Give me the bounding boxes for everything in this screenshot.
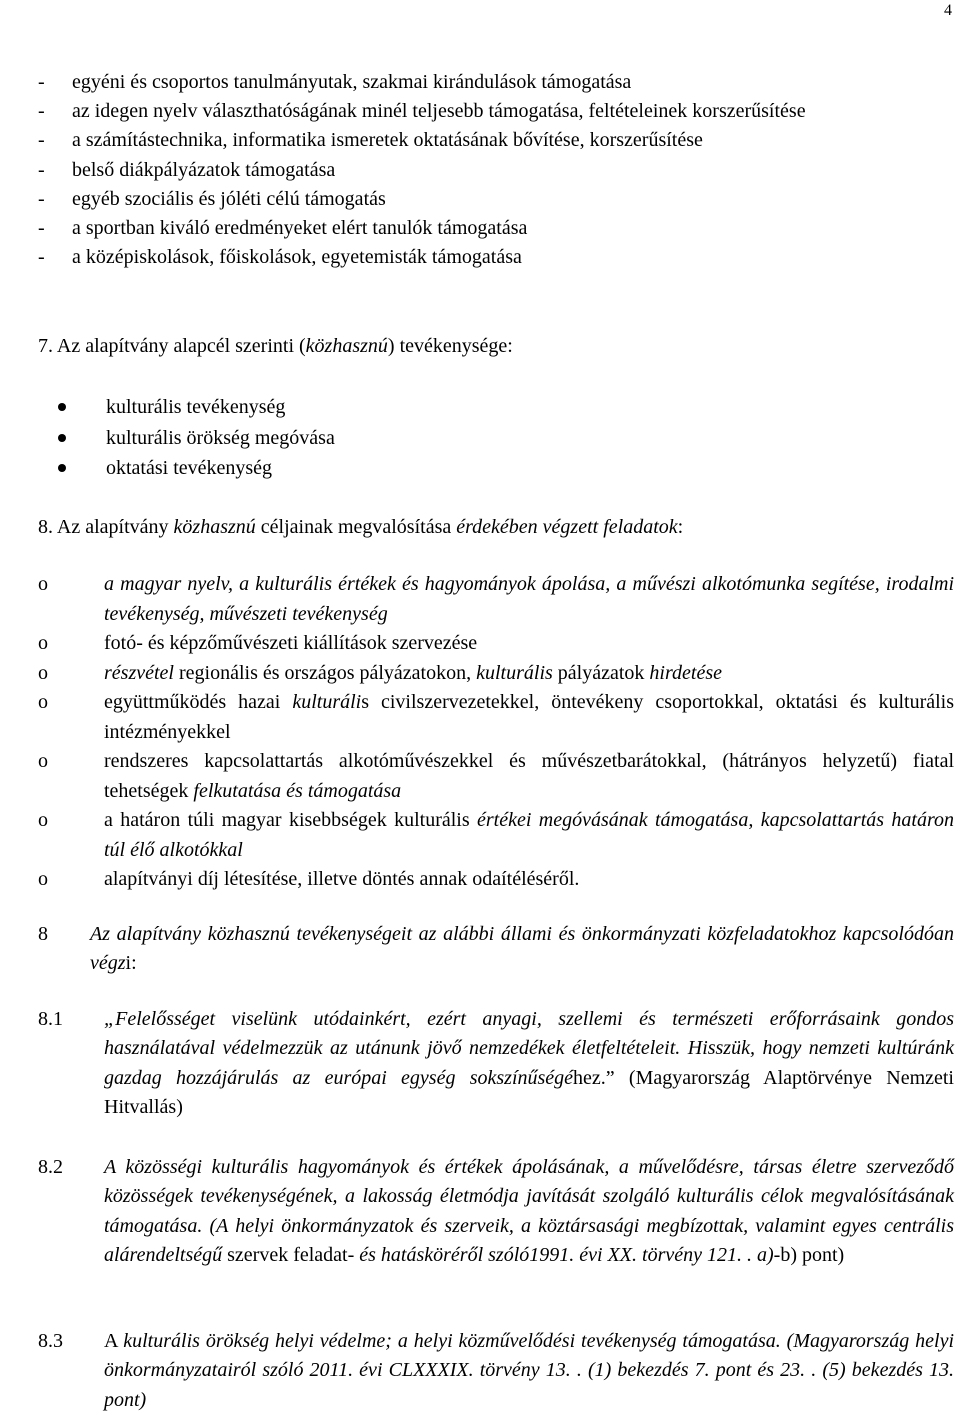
list-item-text: az idegen nyelv választhatóságának minél teljesebb támogatása, feltételeinek korszerűsítése [72, 100, 806, 123]
page-number: 4 [944, 2, 952, 19]
circle-marker-icon: o [38, 661, 48, 684]
list-item [58, 453, 335, 484]
item4-part-1: együttműködés hazai [104, 691, 293, 713]
subsection-8-2 [38, 1153, 954, 1270]
circle-marker-icon: o [38, 573, 48, 595]
bullet-list [58, 392, 335, 484]
item5-part-1: rendszeres kapcsolattartás alkotóművészekkel és művészetbarátokkal, (hátrányos helyzetű) fiatal tehetségek [104, 750, 954, 802]
paragraph-8 [38, 920, 954, 978]
list-item [58, 423, 335, 454]
list-item [38, 214, 954, 243]
item3-part-1: regionális és országos pályázatokon, [173, 661, 477, 684]
subsection-8-3-italic: kulturális örökség helyi védelme; a helyi közművelődési tevékenység támogatása. (Magyarország helyi önkormányzatairól szóló 2011. évi CLXXXIX. törvény 13. . (1) bekezdés 7. pont és 23. . (5) bekezdés 13. pont) [104, 1330, 955, 1411]
section-8-italic-2: érdekében végzett feladatok [456, 516, 678, 538]
list-item [38, 806, 954, 865]
item5-italic-1: felkutatása és támogatása [193, 779, 402, 802]
paragraph-8-text [90, 920, 954, 978]
item4-italic-1: kulturáli [292, 691, 362, 713]
bullet-icon [58, 403, 66, 411]
subsection-8-1 [38, 1005, 954, 1122]
subsection-text [104, 1005, 954, 1122]
list-item-text: a középiskolások, főiskolások, egyetemisták támogatása [72, 246, 522, 269]
circle-marker-icon: o [38, 750, 48, 772]
circle-marker-icon: o [38, 691, 48, 713]
list-item [38, 570, 954, 629]
list-item-text: fotó- és képzőművészeti kiállítások szervezése [104, 632, 478, 654]
section-7-heading [38, 332, 513, 360]
paragraph-8-suffix: i: [125, 952, 137, 974]
paragraph-8-number: 8 [38, 923, 48, 945]
list-item [38, 68, 954, 97]
bullet-icon [58, 464, 66, 472]
list-item [38, 865, 954, 895]
circle-marker-icon: o [38, 868, 48, 890]
tasks-list [38, 570, 954, 895]
list-item [58, 392, 335, 423]
paragraph-8-italic: Az alapítvány közhasznú tevékenységeit az alábbi állami és önkormányzati közfeladatokhoz kapcsolódóan végz [90, 923, 954, 974]
dash-marker: - [38, 246, 45, 269]
list-item [38, 97, 954, 126]
subsection-number: 8.3 [38, 1330, 63, 1352]
list-item [38, 747, 954, 806]
section-8-italic-1: közhasznú [173, 516, 256, 538]
item3-italic-2: kulturális [476, 661, 553, 684]
subsection-number: 8.2 [38, 1156, 63, 1178]
section-7-suffix: ) tevékenysége: [387, 335, 513, 357]
list-item [38, 659, 954, 689]
list-item-text [104, 747, 954, 806]
list-item [38, 185, 954, 214]
subsection-8-2-part-3: -b) pont) [773, 1243, 845, 1266]
dash-marker: - [38, 129, 45, 152]
subsection-number: 8.1 [38, 1008, 63, 1030]
section-8-part-1: 8. Az alapítvány [38, 516, 174, 538]
item6-italic-1: értékei megóvásának támogatása, kapcsolattartás határon túl élő alkotókkal [104, 809, 954, 861]
subsection-8-2-italic-3: a) [756, 1243, 774, 1266]
list-item-text [104, 806, 954, 865]
section-8-heading [38, 513, 683, 541]
section-7-italic: közhasznú [305, 335, 388, 357]
item4-part-2: s civilszervezetekkel, öntevékeny csoportokkal, oktatási és kulturális intézményekkel [104, 691, 954, 743]
list-item [38, 156, 954, 185]
subsection-text [104, 1153, 954, 1270]
item6-part-1: a határon túli magyar kisebbségek kulturális [104, 809, 477, 831]
list-item-text: egyéni és csoportos tanulmányutak, szakmai kirándulások támogatása [72, 71, 632, 93]
circle-marker-icon: o [38, 809, 48, 831]
list-item [38, 688, 954, 747]
list-item-text: a sportban kiváló eredményeket elért tanulók támogatása [72, 217, 528, 240]
subsection-8-3 [38, 1327, 954, 1415]
list-item-text: kulturális örökség megóvása [106, 426, 335, 449]
list-item-text: oktatási tevékenység [106, 457, 273, 479]
dash-marker: - [38, 158, 45, 181]
item3-italic-3: hirdetése [649, 661, 722, 684]
list-item-text: alapítványi díj létesítése, illetve döntés annak odaítéléséről. [104, 868, 580, 890]
section-8-part-3: : [677, 516, 684, 538]
list-item-text [104, 688, 954, 747]
list-item-text: kulturális tevékenység [106, 396, 286, 418]
list-item-text [104, 659, 954, 689]
section-7-prefix: 7. Az alapítvány alapcél szerinti ( [38, 335, 306, 357]
dash-marker: - [38, 71, 45, 93]
list-item [38, 629, 954, 659]
dash-marker: - [38, 217, 45, 240]
subsection-8-3-part-1: A [104, 1330, 124, 1352]
list-item [38, 243, 954, 272]
dash-marker: - [38, 187, 45, 210]
section-8-part-2: céljainak megvalósítása [255, 516, 457, 538]
subsection-8-1-suffix: hez.” (Magyarország Alaptörvénye Nemzeti Hitvallás) [104, 1066, 954, 1118]
list-item-text: a magyar nyelv, a kulturális értékek és hagyományok ápolása, a művészi alkotómunka segítése, irodalmi tevékenység, művészeti tevékenység [104, 573, 954, 625]
list-item-text: belső diákpályázatok támogatása [72, 158, 336, 181]
subsection-8-2-italic-2: és hatásköréről szóló1991. évi XX. törvény 121. . [359, 1243, 752, 1266]
dash-list [38, 68, 954, 272]
list-item [38, 126, 954, 155]
list-item-text: egyéb szociális és jóléti célú támogatás [72, 187, 386, 210]
subsection-text [104, 1327, 954, 1415]
subsection-8-2-part-1: szervek feladat- [227, 1243, 360, 1266]
subsection-8-2-italic: A közösségi kulturális hagyományok és értékek ápolásának, a művelődésre, társas életre szerveződő közösségek tevékenységének, a lakosság életmódja javítását szolgáló kulturális célok megvalósításának támogatása. (A helyi önkormányzatok és szerveik, a köztársasági megbízottak, valamint egyes centrális alárendeltségű [104, 1156, 954, 1266]
item3-part-2: pályázatok [552, 661, 650, 684]
item3-italic-1: részvétel [104, 661, 174, 684]
dash-marker: - [38, 100, 45, 123]
list-item-text: a számítástechnika, informatika ismeretek oktatásának bővítése, korszerűsítése [72, 129, 703, 152]
subsection-8-1-italic: „Felelősséget viselünk utódainkért, ezért anyagi, szellemi és természeti erőforrásaink gondos használatával védelmezzük az utánunk jövő nemzedékek életfeltételeit. Hisszük, hogy nemzeti kultúránk gazdag hozzájárulás az európai egység sokszínűségé [104, 1008, 954, 1089]
circle-marker-icon: o [38, 632, 48, 654]
bullet-icon [58, 434, 66, 442]
